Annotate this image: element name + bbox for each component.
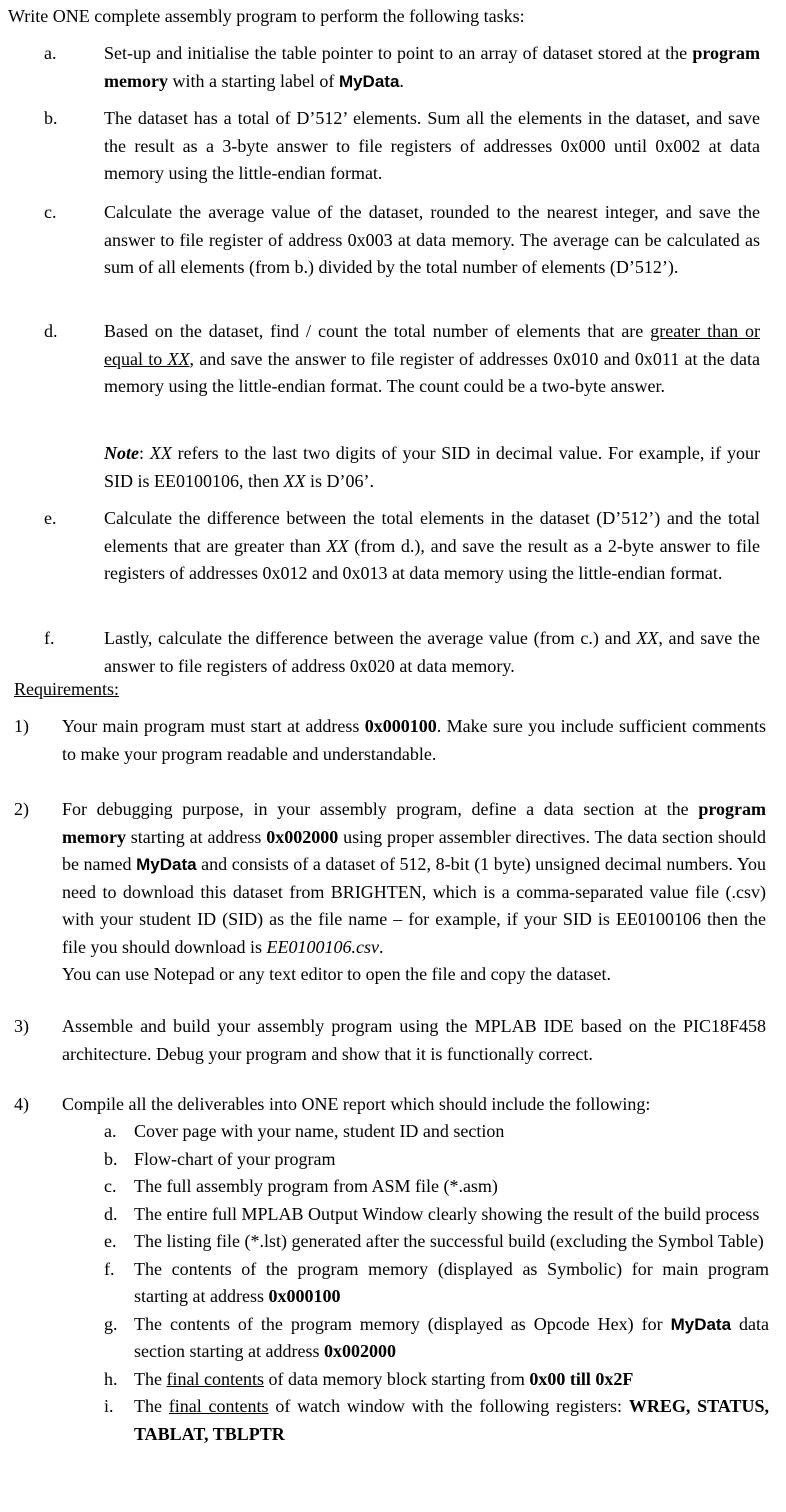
task-text: Calculate the difference between the total elements in the dataset (D’512’) and the total elements that are greater than XX (from d.), and save the result as a 2-byte answer to file registers of addresses 0x012 and 0x013 at data memory using the little-endian format. [104, 508, 760, 583]
task-text: Set-up and initialise the table pointer to point to an array of dataset stored at the program memory with a starting label of MyData. [104, 43, 760, 91]
list-item: h. The final contents of data memory block starting from 0x00 till 0x2F [104, 1368, 634, 1389]
list-item: b. Flow-chart of your program [104, 1148, 336, 1169]
requirement-number: 4) [14, 1094, 29, 1114]
task-c [0, 199, 786, 312]
task-f [0, 625, 786, 681]
deliverables-list [104, 1118, 769, 1448]
task-letter: f. [44, 628, 55, 648]
list-item: f. The contents of the program memory (displayed as Symbolic) for main program starting at address 0x000100 [104, 1258, 769, 1306]
list-item: a. Cover page with your name, student ID and section [104, 1121, 505, 1141]
requirement-4 [0, 1091, 786, 1511]
task-text: The dataset has a total of D’512’ elements. Sum all the elements in the dataset, and save the result as a 3-byte answer to file registers of addresses 0x000 until 0x002 at data memory using the little-endian format. [104, 108, 760, 183]
task-letter: b. [44, 108, 58, 128]
requirement-2 [0, 796, 786, 991]
requirement-number: 2) [14, 799, 29, 819]
task-a [0, 40, 786, 100]
list-item: g. The contents of the program memory (displayed as Opcode Hex) for MyData data section starting at address 0x002000 [104, 1313, 770, 1361]
requirement-text: For debugging purpose, in your assembly program, define a data section at the program memory starting at address 0x002000 using proper assembler directives. The data section should be named MyData and consists of a dataset of 512, 8-bit (1 byte) unsigned decimal numbers. You need to download this dataset from BRIGHTEN, which is a comma-separated value file (.csv) with your student ID (SID) as the file name – for example, if your SID is EE0100106 then the file you should download is EE0100106.csv. You can use Notepad or any text editor to open the file and copy the dataset. [62, 799, 767, 984]
requirement-number: 1) [14, 716, 29, 736]
requirement-text: Compile all the deliverables into ONE report which should include the following: [62, 1094, 651, 1114]
intro-heading: Write ONE complete assembly program to perform the following tasks: [8, 6, 525, 26]
task-text: Lastly, calculate the difference between the average value (from c.) and XX, and save the answer to file registers of address 0x020 at data memory. [104, 628, 760, 676]
list-item: d. The entire full MPLAB Output Window clearly showing the result of the build process [104, 1203, 760, 1224]
task-letter: d. [44, 321, 58, 341]
task-note: Note: XX refers to the last two digits of your SID in decimal value. For example, if your SID is EE0100106, then XX is D’06’. [104, 443, 760, 491]
task-b [0, 105, 786, 191]
requirement-text: Your main program must start at address 0x000100. Make sure you include sufficient comments to make your program readable and understandable. [62, 716, 766, 764]
list-item: c. The full assembly program from ASM file (*.asm) [104, 1176, 498, 1196]
task-text: Calculate the average value of the dataset, rounded to the nearest integer, and save the answer to file register of address 0x003 at data memory. The average can be calculated as sum of all elements (from b.) divided by the total number of elements (D’512’). [104, 202, 760, 277]
task-d [0, 318, 786, 498]
requirement-3 [0, 1013, 786, 1071]
task-text: Based on the dataset, find / count the total number of elements that are greater than or equal to XX, and save the answer to file register of addresses 0x010 and 0x011 at the data memory using the little-endian format. The count could be a two-byte answer. [104, 321, 760, 396]
list-item: i. The final contents of watch window with the following registers: WREG, STATUS, TABLAT, TBLPTR [104, 1396, 769, 1444]
requirement-1 [0, 713, 786, 771]
task-letter: e. [44, 508, 57, 528]
task-e [0, 505, 786, 618]
requirement-text: Assemble and build your assembly program using the MPLAB IDE based on the PIC18F458 architecture. Debug your program and show that it is functionally correct. [62, 1016, 766, 1064]
task-letter: a. [44, 43, 57, 63]
task-letter: c. [44, 202, 57, 222]
requirements-heading: Requirements: [14, 679, 119, 699]
requirement-number: 3) [14, 1016, 29, 1036]
list-item: e. The listing file (*.lst) generated after the successful build (excluding the Symbol Table) [104, 1231, 764, 1251]
